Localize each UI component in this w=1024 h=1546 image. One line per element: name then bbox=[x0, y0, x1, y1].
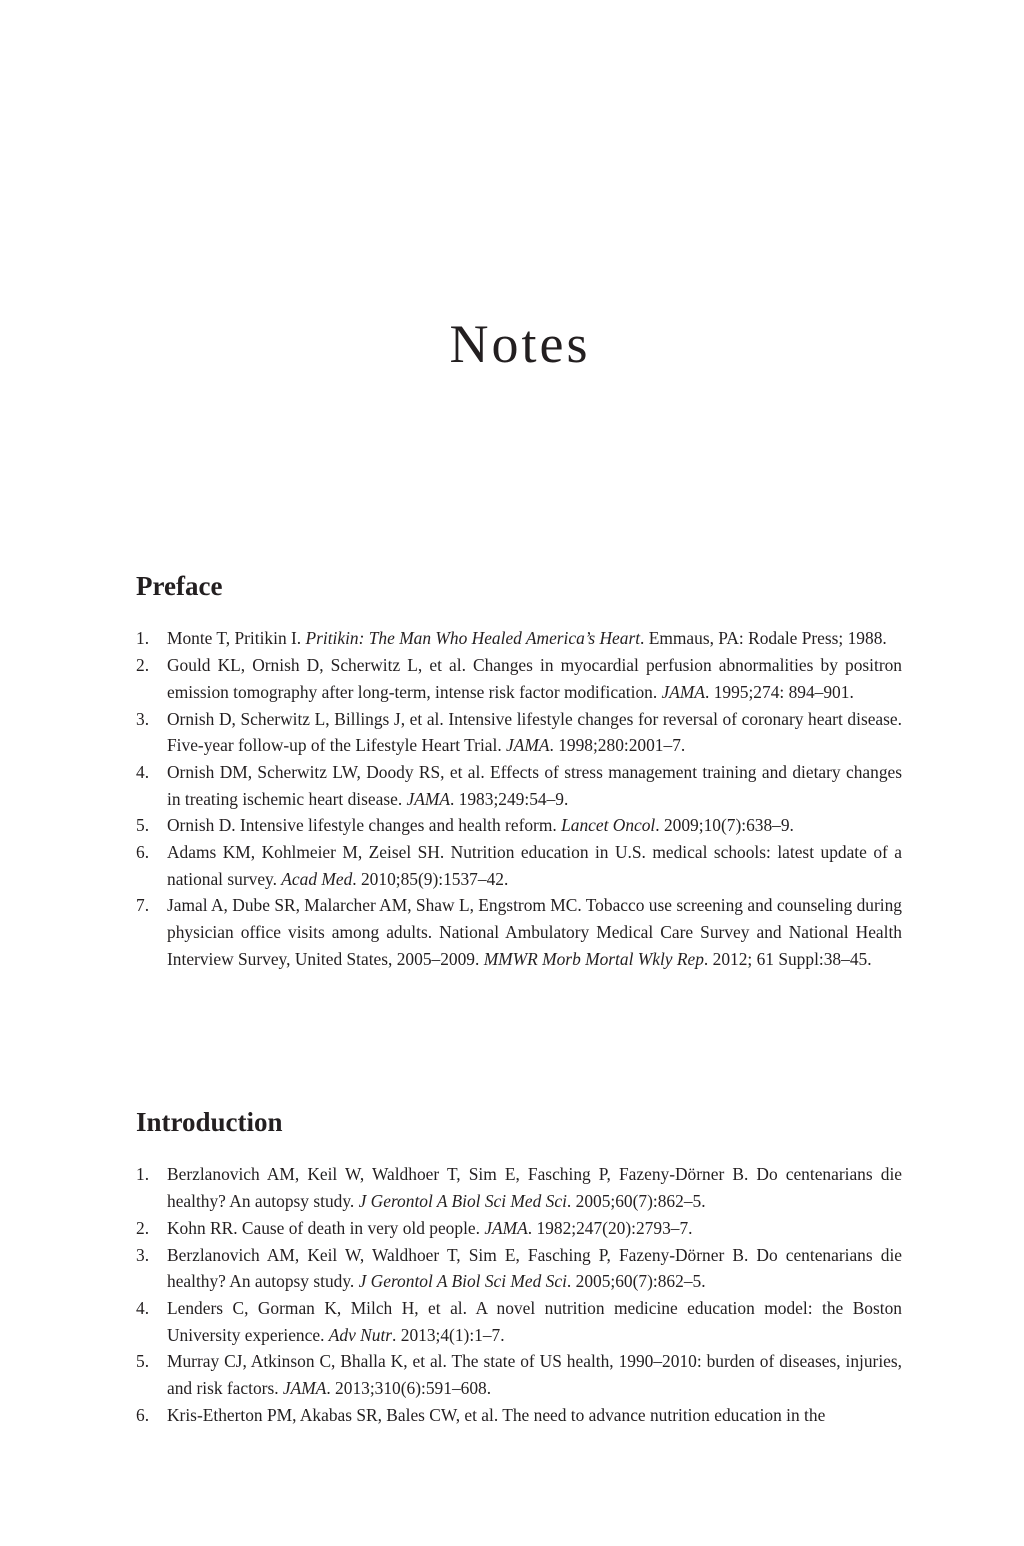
note-number: 1. bbox=[136, 628, 150, 649]
note-text: Jamal A, Dube SR, Malarcher AM, Shaw L, Engstrom MC. Tobacco use screening and counseling during physician office visits among adults. National Ambulatory Medical Care Survey and National Health Interview Survey, United States, 2005–2009. MMWR Morb Mortal Wkly Rep. 2012; 61 Suppl:38–45. bbox=[167, 895, 902, 969]
note-number: 6. bbox=[136, 1404, 150, 1425]
note-item bbox=[136, 1295, 902, 1348]
note-text: Berzlanovich AM, Keil W, Waldhoer T, Sim E, Fasching P, Fazeny-Dörner B. Do centenarians die healthy? An autopsy study. J Gerontol A Biol Sci Med Sci. 2005;60(7):862–5. bbox=[167, 1244, 902, 1292]
note-number: 1. bbox=[136, 1164, 150, 1185]
note-item bbox=[136, 1242, 902, 1295]
note-item bbox=[136, 1215, 902, 1242]
note-item bbox=[136, 1402, 902, 1429]
preface-notes-list bbox=[136, 625, 902, 972]
note-number: 7. bbox=[136, 895, 150, 916]
note-item bbox=[136, 892, 902, 972]
note-item bbox=[136, 625, 902, 652]
note-text: Kohn RR. Cause of death in very old people. JAMA. 1982;247(20):2793–7. bbox=[167, 1217, 693, 1238]
note-number: 4. bbox=[136, 1297, 150, 1318]
note-number: 4. bbox=[136, 761, 150, 782]
note-item bbox=[136, 1348, 902, 1401]
note-number: 6. bbox=[136, 842, 150, 863]
note-text: Monte T, Pritikin I. Pritikin: The Man Who Healed America’s Heart. Emmaus, PA: Rodale Press; 1988. bbox=[167, 628, 887, 649]
preface-section bbox=[136, 570, 902, 973]
note-text: Kris-Etherton PM, Akabas SR, Bales CW, et al. The need to advance nutrition education in the bbox=[167, 1404, 826, 1425]
note-text: Ornish D, Scherwitz L, Billings J, et al. Intensive lifestyle changes for reversal of coronary heart disease. Five-year follow-up of the Lifestyle Heart Trial. JAMA. 1998;280:2001–7. bbox=[167, 708, 902, 756]
section-heading-introduction: Introduction bbox=[136, 1107, 283, 1137]
note-number: 3. bbox=[136, 1244, 150, 1265]
note-item bbox=[136, 706, 902, 759]
note-text: Adams KM, Kohlmeier M, Zeisel SH. Nutrition education in U.S. medical schools: latest update of a national survey. Acad Med. 2010;85(9):1537–42. bbox=[167, 842, 902, 889]
note-item bbox=[136, 839, 902, 892]
note-number: 2. bbox=[136, 1217, 150, 1238]
note-text: Ornish DM, Scherwitz LW, Doody RS, et al. Effects of stress management training and dietary changes in treating ischemic heart disease. JAMA. 1983;249:54–9. bbox=[167, 761, 902, 809]
note-number: 5. bbox=[136, 815, 150, 836]
note-item bbox=[136, 812, 902, 839]
note-text: Ornish D. Intensive lifestyle changes and health reform. Lancet Oncol. 2009;10(7):638–9. bbox=[167, 815, 794, 836]
note-number: 3. bbox=[136, 708, 150, 729]
section-heading-preface: Preface bbox=[136, 571, 223, 601]
note-item bbox=[136, 1161, 902, 1214]
note-text: Lenders C, Gorman K, Milch H, et al. A novel nutrition medicine education model: the Boston University experience. Adv Nutr. 2013;4(1):1–7. bbox=[167, 1297, 902, 1345]
note-text: Berzlanovich AM, Keil W, Waldhoer T, Sim E, Fasching P, Fazeny-Dörner B. Do centenarians die healthy? An autopsy study. J Gerontol A Biol Sci Med Sci. 2005;60(7):862–5. bbox=[167, 1164, 902, 1212]
note-item bbox=[136, 759, 902, 812]
page-title: Notes bbox=[449, 314, 591, 374]
note-text: Gould KL, Ornish D, Scherwitz L, et al. Changes in myocardial perfusion abnormalities by positron emission tomography after long-term, intense risk factor modification. JAMA. 1995;274: 894–901. bbox=[167, 655, 902, 702]
introduction-notes-list bbox=[136, 1161, 902, 1428]
note-number: 2. bbox=[136, 655, 150, 676]
note-number: 5. bbox=[136, 1351, 150, 1372]
note-text: Murray CJ, Atkinson C, Bhalla K, et al. The state of US health, 1990–2010: burden of diseases, injuries, and risk factors. JAMA. 2013;310(6):591–608. bbox=[167, 1351, 902, 1399]
note-item bbox=[136, 652, 902, 705]
introduction-section bbox=[136, 1106, 902, 1428]
